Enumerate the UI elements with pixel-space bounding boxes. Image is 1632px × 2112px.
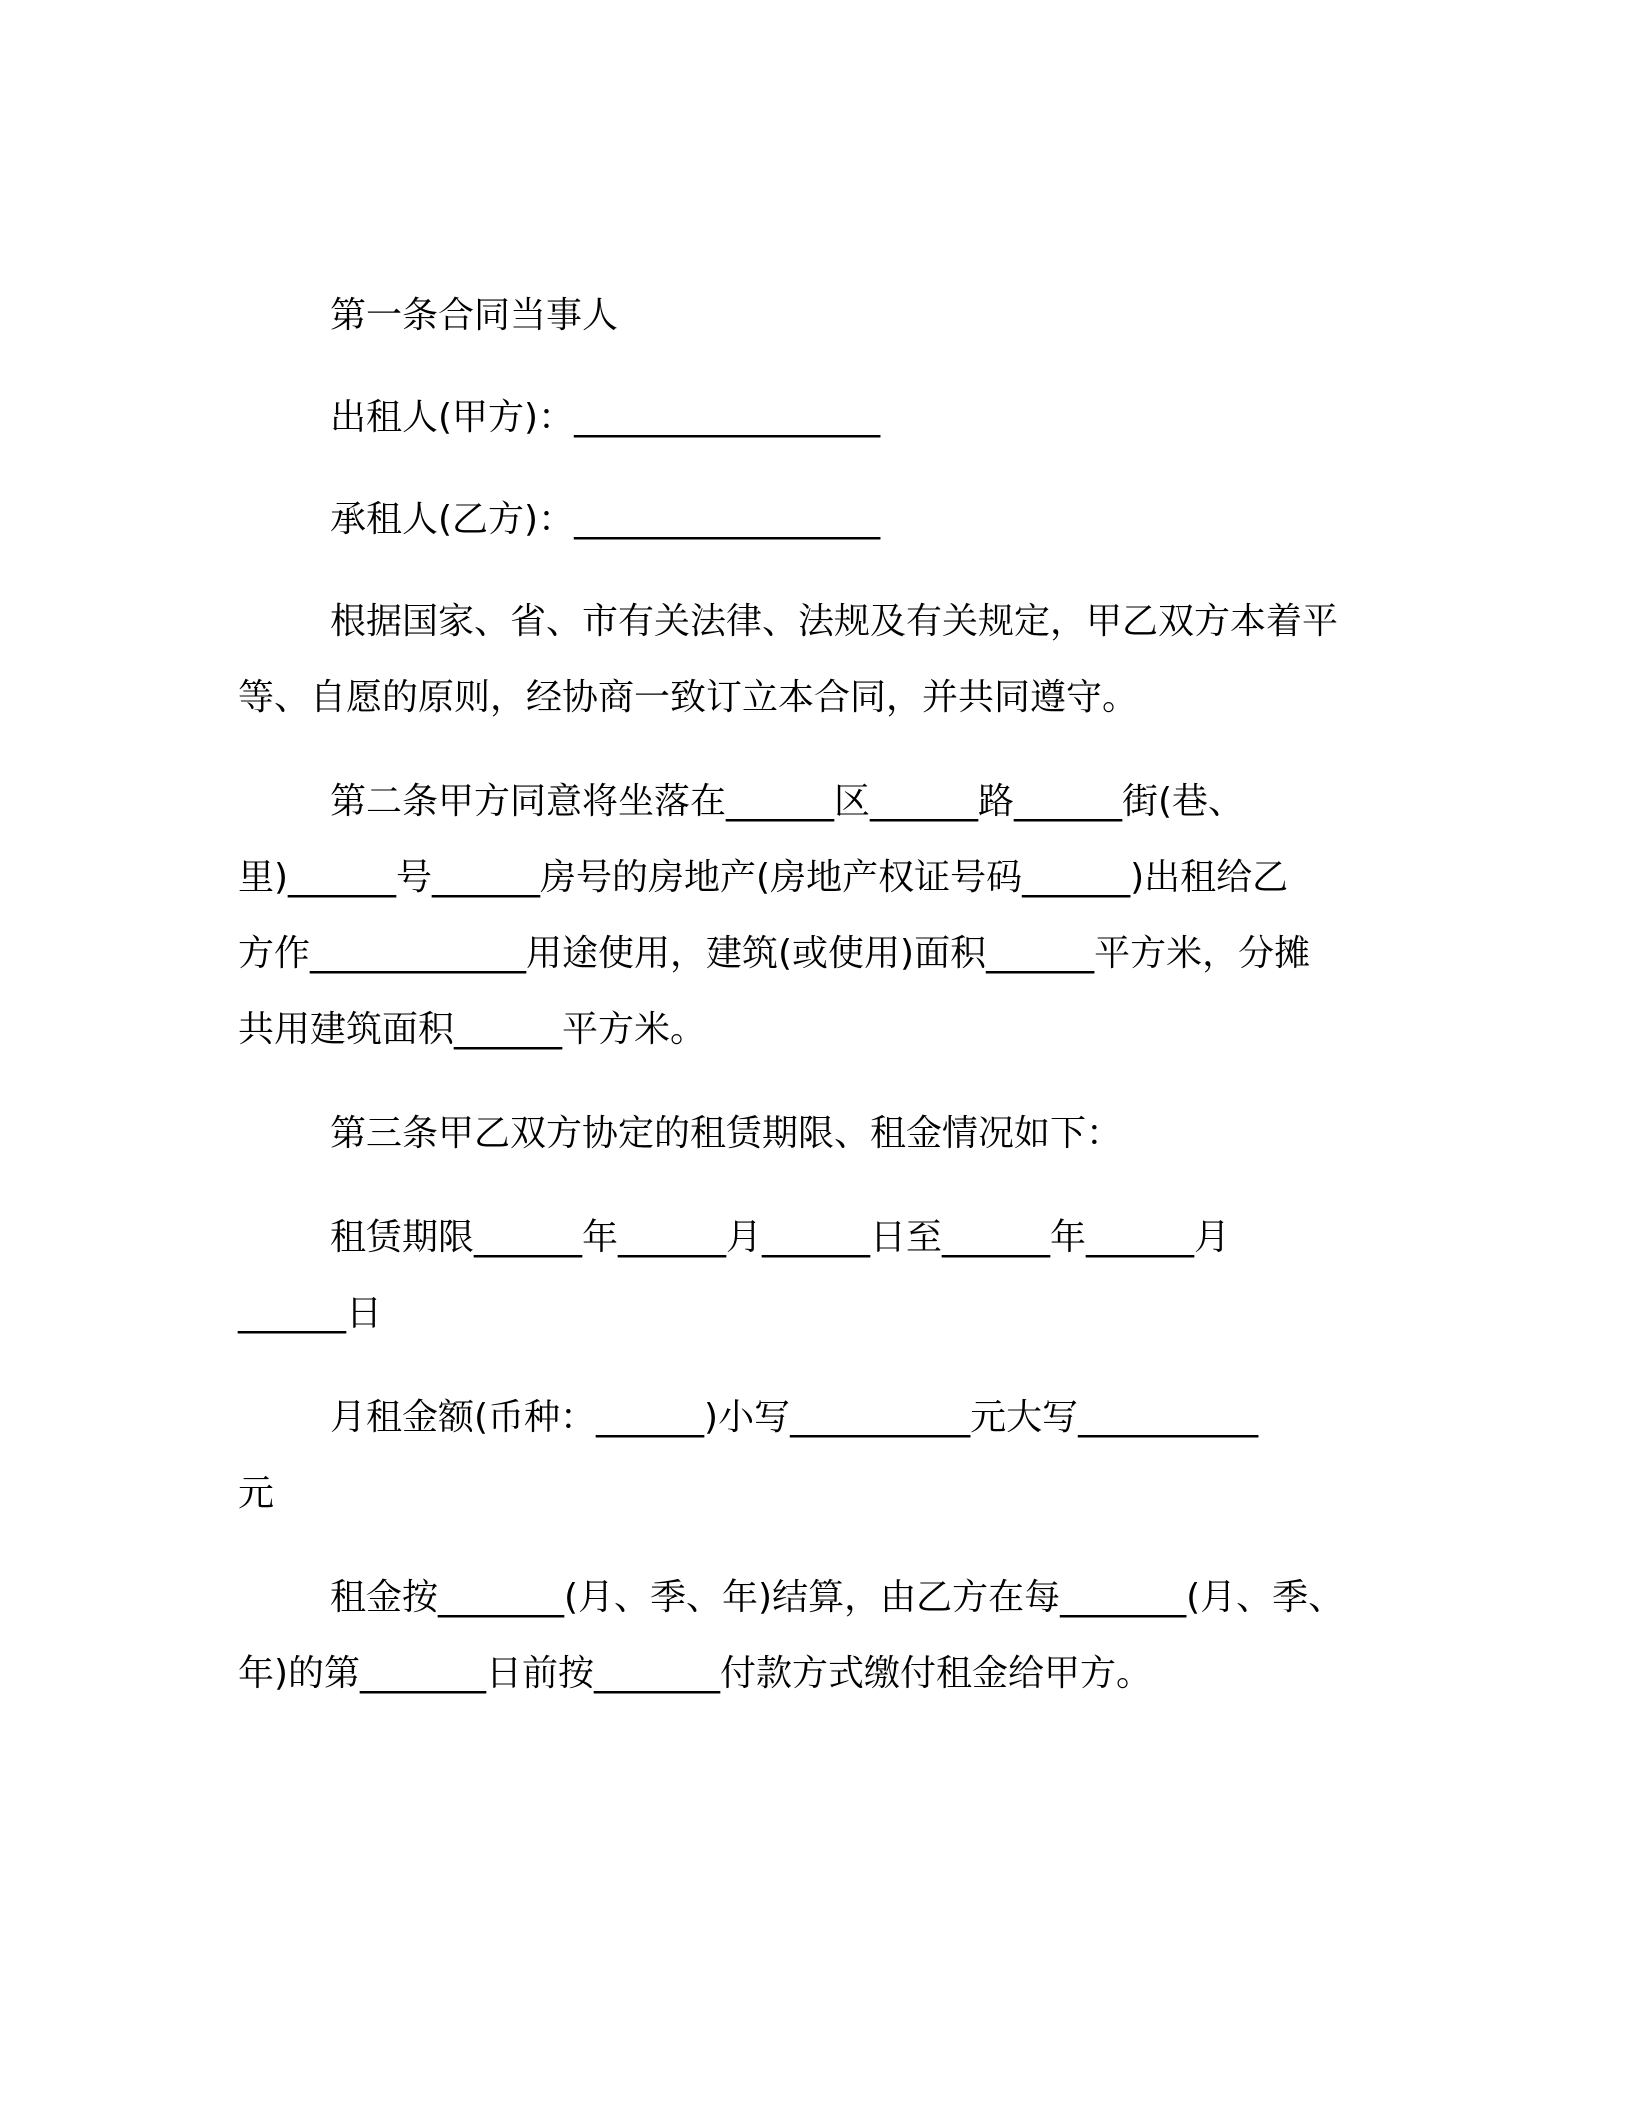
monthly-rent-line-2: 元 — [238, 1473, 275, 1514]
monthly-rent-line-1: 月租金额(币种：______)小写__________元大写__________ — [330, 1397, 1259, 1438]
lessor-party-line: 出租人(甲方)：_________________ — [330, 397, 881, 438]
lease-term-line-2: ______日 — [238, 1293, 383, 1334]
preamble-line-1: 根据国家、省、市有关法律、法规及有关规定，甲乙双方本着平 — [330, 601, 1339, 642]
article-2-line-2: 里)______号______房号的房地产(房地产权证号码______)出租给乙 — [238, 857, 1289, 898]
lessee-party-line: 承租人(乙方)：_________________ — [330, 499, 881, 540]
article-2-line-4: 共用建筑面积______平方米。 — [238, 1009, 707, 1050]
article-1-heading: 第一条合同当事人 — [330, 295, 619, 336]
article-2-line-3: 方作____________用途使用，建筑(或使用)面积______平方米，分摊 — [238, 933, 1311, 974]
article-2-line-1: 第二条甲方同意将坐落在______区______路______街(巷、 — [330, 781, 1245, 822]
lease-term-line-1: 租赁期限______年______月______日至______年______月 — [330, 1217, 1231, 1258]
rent-settlement-line-1: 租金按_______(月、季、年)结算，由乙方在每_______(月、季、 — [330, 1577, 1345, 1618]
preamble-line-2: 等、自愿的原则，经协商一致订立本合同，并共同遵守。 — [238, 677, 1139, 718]
article-3-heading: 第三条甲乙双方协定的租赁期限、租金情况如下： — [330, 1113, 1123, 1154]
rent-settlement-line-2: 年)的第_______日前按_______付款方式缴付租金给甲方。 — [238, 1653, 1153, 1694]
